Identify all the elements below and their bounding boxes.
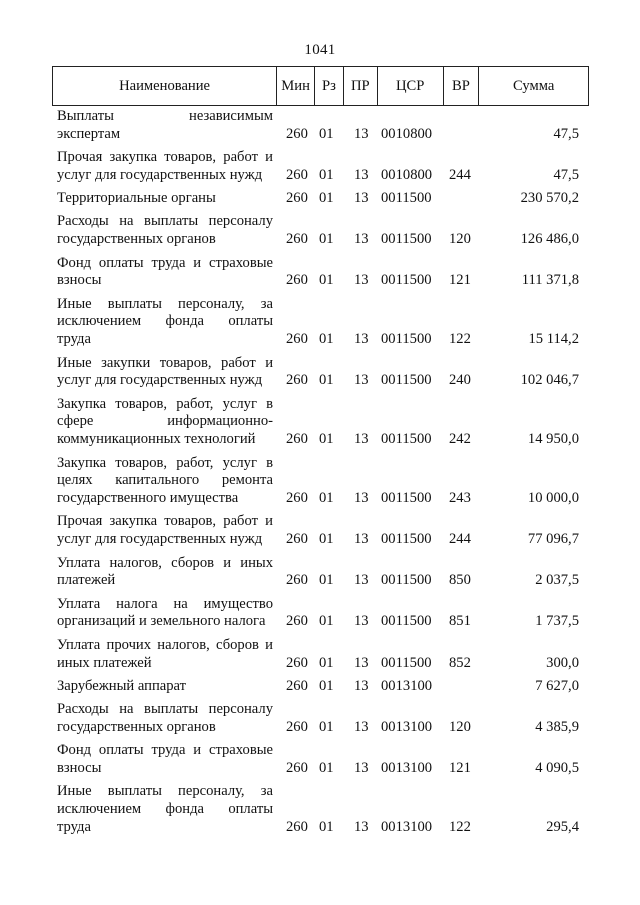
cell-min: 260	[286, 125, 308, 142]
cell-rz: 01	[319, 654, 334, 671]
cell-pr: 13	[354, 677, 369, 694]
cell-pr: 13	[354, 331, 369, 348]
cell-rz: 01	[319, 125, 334, 142]
cell-vr: 850	[449, 572, 471, 589]
cell-sum: 4 385,9	[535, 718, 579, 735]
row-name-line: сфере информационно-	[57, 413, 273, 430]
cell-pr: 13	[354, 231, 369, 248]
cell-min: 260	[286, 760, 308, 776]
header-name: Наименование	[53, 67, 277, 105]
cell-sum: 7 627,0	[535, 677, 579, 694]
cell-sum: 47,5	[553, 125, 579, 142]
row-name-line: иных платежей	[57, 654, 152, 671]
header-min: Мин	[277, 67, 315, 105]
cell-pr: 13	[354, 654, 369, 671]
cell-rz: 01	[319, 613, 334, 630]
cell-min: 260	[286, 531, 308, 548]
cell-sum: 10 000,0	[527, 490, 579, 507]
cell-rz: 01	[319, 760, 334, 776]
row-name-line: государственных органов	[57, 718, 216, 735]
table-row	[52, 513, 589, 549]
row-name	[52, 783, 277, 836]
cell-rz: 01	[319, 331, 334, 348]
cell-sum: 300,0	[546, 654, 579, 671]
header-vr: ВР	[444, 67, 480, 105]
row-name-line: услуг для государственных нужд	[57, 166, 263, 183]
table-row	[52, 213, 589, 249]
cell-min: 260	[286, 490, 308, 507]
cell-rz: 01	[319, 190, 334, 207]
row-name	[52, 149, 277, 185]
row-name-line: Прочая закупка товаров, работ и	[57, 149, 273, 166]
cell-csr: 0011500	[381, 231, 432, 248]
cell-csr: 0011500	[381, 190, 432, 207]
cell-pr: 13	[354, 760, 369, 776]
table-header	[52, 66, 589, 106]
cell-rz: 01	[319, 718, 334, 735]
row-name	[52, 355, 277, 391]
table-row	[52, 637, 589, 673]
table-row	[52, 455, 589, 508]
cell-rz: 01	[319, 818, 334, 835]
row-name-line: Уплата налога на имущество	[57, 595, 273, 612]
cell-pr: 13	[354, 125, 369, 142]
cell-rz: 01	[319, 431, 334, 448]
row-name	[52, 742, 277, 778]
row-name-line: экспертам	[57, 125, 121, 142]
row-name-line: организаций и земельного налога	[57, 613, 266, 630]
row-name	[52, 190, 277, 208]
cell-csr: 0010800	[381, 166, 433, 183]
cell-sum: 126 486,0	[520, 231, 579, 248]
cell-sum: 47,5	[553, 166, 579, 183]
cell-pr: 13	[354, 431, 369, 448]
cell-pr: 13	[354, 718, 369, 735]
cell-min: 260	[286, 190, 308, 207]
row-name-line: целях капитального ремонта	[57, 472, 273, 489]
cell-sum: 77 096,7	[527, 531, 579, 548]
cell-rz: 01	[319, 272, 334, 289]
row-name-line: исключением фонда оплаты	[57, 801, 273, 818]
row-name-line: государственного имущества	[57, 490, 239, 507]
cell-vr: 244	[449, 166, 471, 183]
header-rz: Рз	[315, 67, 344, 105]
cell-csr: 0013100	[381, 718, 433, 735]
cell-min: 260	[286, 654, 308, 671]
cell-min: 260	[286, 613, 308, 630]
cell-pr: 13	[354, 818, 369, 835]
row-name-line: коммуникационных технологий	[57, 431, 256, 448]
cell-vr: 122	[449, 818, 471, 835]
row-name	[52, 396, 277, 449]
table-body	[52, 108, 589, 842]
table-row	[52, 190, 589, 208]
cell-rz: 01	[319, 231, 334, 248]
cell-pr: 13	[354, 372, 369, 389]
row-name	[52, 513, 277, 549]
cell-pr: 13	[354, 190, 369, 207]
cell-csr: 0011500	[381, 654, 432, 671]
row-name	[52, 701, 277, 737]
row-name-line: взносы	[57, 272, 102, 289]
cell-vr: 121	[449, 760, 471, 776]
row-name-line: Выплаты независимым	[57, 108, 273, 124]
row-name-line: услуг для государственных нужд	[57, 531, 263, 548]
cell-sum: 15 114,2	[528, 331, 579, 348]
row-name	[52, 255, 277, 291]
cell-vr: 242	[449, 431, 471, 448]
header-pr: ПР	[344, 67, 378, 105]
cell-vr: 121	[449, 272, 471, 289]
cell-sum: 230 570,2	[520, 190, 579, 207]
table-row	[52, 255, 589, 291]
row-name	[52, 108, 277, 144]
cell-min: 260	[286, 572, 308, 589]
cell-rz: 01	[319, 677, 334, 694]
row-name-line: взносы	[57, 760, 102, 776]
cell-min: 260	[286, 718, 308, 735]
table-row	[52, 108, 589, 144]
row-name-line: Прочая закупка товаров, работ и	[57, 513, 273, 530]
row-name-line: Закупка товаров, работ, услуг в	[57, 454, 273, 471]
cell-pr: 13	[354, 613, 369, 630]
page-number: 1041	[304, 42, 336, 58]
cell-csr: 0013100	[381, 818, 433, 835]
cell-pr: 13	[354, 572, 369, 589]
row-name-line: труда	[57, 818, 91, 835]
cell-csr: 0011500	[381, 572, 432, 589]
cell-vr: 120	[449, 231, 471, 248]
cell-min: 260	[286, 677, 308, 694]
row-name-line: Расходы на выплаты персоналу	[57, 213, 273, 230]
table-row	[52, 742, 589, 778]
cell-rz: 01	[319, 531, 334, 548]
cell-rz: 01	[319, 372, 334, 389]
cell-rz: 01	[319, 490, 334, 507]
row-name-line: платежей	[57, 572, 116, 589]
cell-vr: 244	[449, 531, 471, 548]
cell-csr: 0011500	[381, 431, 432, 448]
cell-min: 260	[286, 818, 308, 835]
header-sum: Сумма	[513, 77, 555, 94]
cell-csr: 0011500	[381, 613, 432, 630]
cell-vr: 851	[449, 613, 471, 630]
table-row	[52, 296, 589, 349]
cell-csr: 0011500	[381, 490, 432, 507]
row-name	[52, 555, 277, 591]
cell-sum: 102 046,7	[520, 372, 579, 389]
row-name-line: услуг для государственных нужд	[57, 372, 263, 389]
row-name-line: Фонд оплаты труда и страховые	[57, 742, 273, 759]
cell-pr: 13	[354, 490, 369, 507]
row-name-line: Уплата налогов, сборов и иных	[57, 554, 273, 571]
table-row	[52, 596, 589, 632]
row-name-line: Иные выплаты персоналу, за	[57, 783, 273, 800]
row-name-line: Иные закупки товаров, работ и	[57, 354, 273, 371]
table-row	[52, 783, 589, 836]
row-name-line: труда	[57, 331, 91, 348]
row-name	[52, 596, 277, 632]
row-name	[52, 678, 277, 696]
cell-sum: 14 950,0	[527, 431, 579, 448]
table-row	[52, 701, 589, 737]
table-row	[52, 149, 589, 185]
cell-csr: 0011500	[381, 531, 432, 548]
header-csr: ЦСР	[378, 67, 444, 105]
table-row	[52, 396, 589, 449]
cell-min: 260	[286, 166, 308, 183]
row-name-line: исключением фонда оплаты	[57, 313, 273, 330]
row-name-line: Закупка товаров, работ, услуг в	[57, 395, 273, 412]
cell-csr: 0011500	[381, 372, 432, 389]
cell-rz: 01	[319, 166, 334, 183]
row-name	[52, 637, 277, 673]
row-name-line: Уплата прочих налогов, сборов и	[57, 636, 273, 653]
row-name-line: Фонд оплаты труда и страховые	[57, 254, 273, 271]
cell-vr: 122	[449, 331, 471, 348]
row-name-line: Расходы на выплаты персоналу	[57, 701, 273, 718]
cell-csr: 0010800	[381, 125, 433, 142]
cell-csr: 0013100	[381, 677, 433, 694]
cell-min: 260	[286, 231, 308, 248]
cell-vr: 120	[449, 718, 471, 735]
row-name-line: Зарубежный аппарат	[57, 677, 187, 694]
cell-csr: 0011500	[381, 331, 432, 348]
cell-rz: 01	[319, 572, 334, 589]
cell-csr: 0013100	[381, 760, 433, 776]
cell-csr: 0011500	[381, 272, 432, 289]
cell-pr: 13	[354, 531, 369, 548]
cell-pr: 13	[354, 272, 369, 289]
table-row	[52, 555, 589, 591]
cell-sum: 1 737,5	[535, 613, 579, 630]
cell-min: 260	[286, 272, 308, 289]
cell-sum: 4 090,5	[535, 760, 579, 776]
row-name-line: государственных органов	[57, 231, 216, 248]
cell-min: 260	[286, 372, 308, 389]
cell-sum: 111 371,8	[521, 272, 579, 289]
row-name-line: Иные выплаты персоналу, за	[57, 295, 273, 312]
cell-sum: 295,4	[546, 818, 579, 835]
cell-pr: 13	[354, 166, 369, 183]
table-row	[52, 678, 589, 696]
cell-vr: 243	[449, 490, 471, 507]
table-row	[52, 355, 589, 391]
row-name	[52, 213, 277, 249]
row-name	[52, 296, 277, 349]
cell-vr: 240	[449, 372, 471, 389]
row-name-line: Территориальные органы	[57, 190, 216, 207]
cell-min: 260	[286, 331, 308, 348]
cell-vr: 852	[449, 654, 471, 671]
cell-min: 260	[286, 431, 308, 448]
row-name	[52, 455, 277, 508]
cell-sum: 2 037,5	[535, 572, 579, 589]
